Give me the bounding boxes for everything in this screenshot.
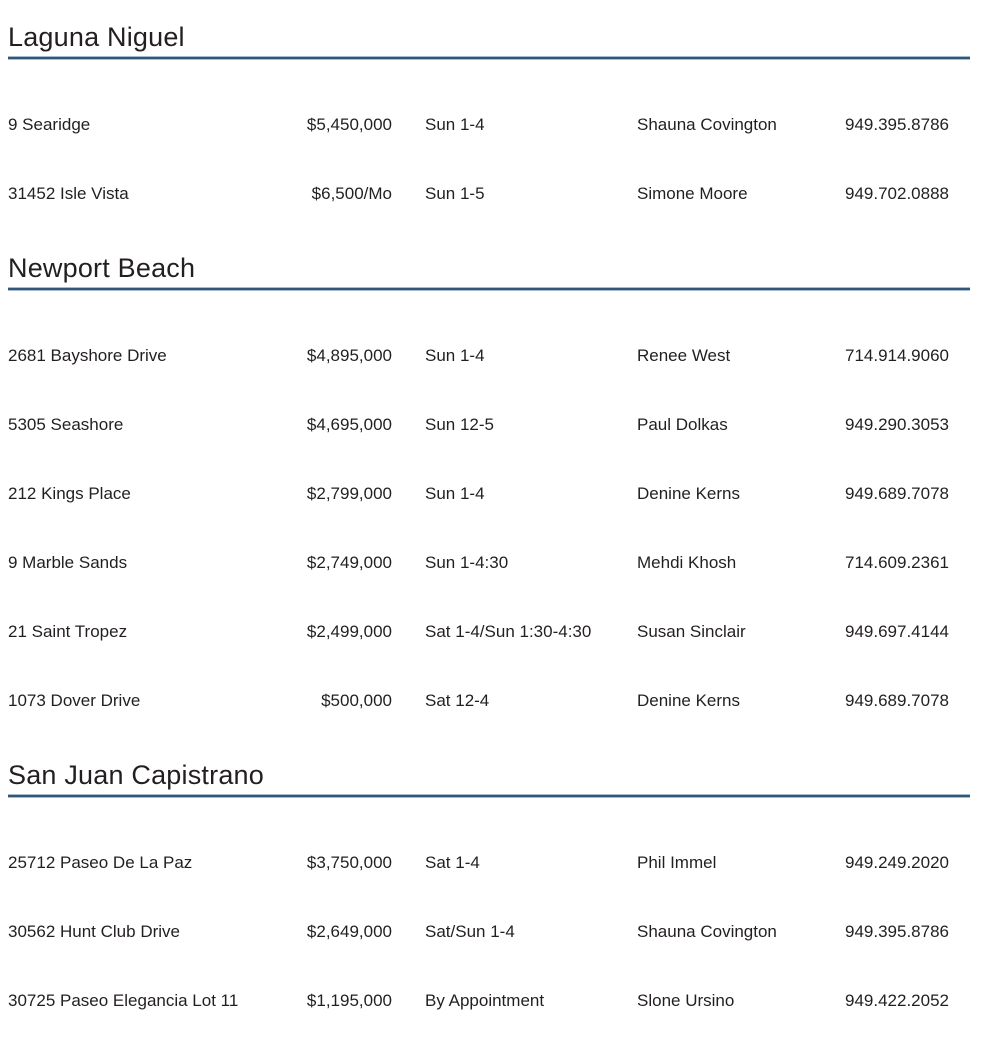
listing-row [8,483,970,552]
listing-address: 30725 Paseo Elegancia Lot 11 [8,991,239,1010]
listing-agent: Denine Kerns [637,691,741,710]
listing-agent: Phil Immel [637,853,717,872]
listing-rows [8,798,970,1059]
listing-time: Sun 1-5 [425,184,485,203]
listing-phone: 949.697.4144 [845,622,949,641]
listing-time: Sun 1-4 [425,484,485,503]
listing-row [8,114,970,183]
listing-phone: 949.689.7078 [845,484,949,503]
listing-price: $2,749,000 [306,553,392,572]
listing-phone: 949.702.0888 [845,184,949,203]
listing-address: 25712 Paseo De La Paz [8,853,193,872]
listing-phone: 949.395.8786 [845,115,949,134]
listing-time: Sun 12-5 [425,415,494,434]
listing-agent: Paul Dolkas [637,415,728,434]
listing-time: Sun 1-4 [425,346,485,365]
city-section [8,759,970,1059]
listing-time: Sun 1-4:30 [425,553,509,572]
listing-time: Sat 12-4 [425,691,490,710]
listing-phone: 949.395.8786 [845,922,949,941]
listing-time: Sat 1-4/Sun 1:30-4:30 [425,622,592,641]
listing-address: 5305 Seashore [8,415,124,434]
listing-price: $4,895,000 [306,346,392,365]
listing-phone: 949.290.3053 [845,415,949,434]
listing-row [8,690,970,759]
listing-price: $500,000 [321,691,392,710]
listing-price: $2,649,000 [306,922,392,941]
listing-phone: 714.609.2361 [845,553,949,572]
listing-row [8,990,970,1059]
listing-price: $6,500/Mo [311,184,392,203]
listing-price: $4,695,000 [306,415,392,434]
listing-time: Sun 1-4 [425,115,485,134]
listing-price: $3,750,000 [306,853,392,872]
city-name: San Juan Capistrano [8,760,264,790]
listing-price: $5,450,000 [306,115,392,134]
listing-agent: Mehdi Khosh [637,553,737,572]
city-heading [8,759,970,791]
listing-agent: Shauna Covington [637,115,777,134]
listing-time: Sat 1-4 [425,853,480,872]
city-heading [8,252,970,284]
listing-row [8,414,970,483]
listing-row [8,183,970,252]
listing-row [8,621,970,690]
listing-time: By Appointment [425,991,545,1010]
listing-row [8,852,970,921]
listing-time: Sat/Sun 1-4 [425,922,515,941]
listing-agent: Susan Sinclair [637,622,746,641]
city-heading [8,21,970,53]
listing-rows [8,60,970,252]
listing-agent: Simone Moore [637,184,748,203]
listing-address: 2681 Bayshore Drive [8,346,167,365]
listing-phone: 949.249.2020 [845,853,949,872]
city-name: Newport Beach [8,253,196,283]
listing-phone: 949.422.2052 [845,991,949,1010]
listing-price: $2,499,000 [306,622,392,641]
listing-agent: Renee West [637,346,731,365]
city-section [8,21,970,252]
listing-address: 30562 Hunt Club Drive [8,922,180,941]
listing-agent: Shauna Covington [637,922,777,941]
listing-agent: Denine Kerns [637,484,741,503]
listing-address: 31452 Isle Vista [8,184,129,203]
listing-address: 21 Saint Tropez [8,622,128,641]
listing-address: 9 Marble Sands [8,553,128,572]
listing-row [8,552,970,621]
listing-address: 1073 Dover Drive [8,691,141,710]
listing-address: 212 Kings Place [8,484,131,503]
listing-price: $1,195,000 [306,991,392,1010]
listing-phone: 949.689.7078 [845,691,949,710]
listing-rows [8,291,970,759]
listing-price: $2,799,000 [306,484,392,503]
listing-row [8,345,970,414]
city-name: Laguna Niguel [8,22,185,52]
city-section [8,252,970,759]
listing-row [8,921,970,990]
listing-phone: 714.914.9060 [845,346,949,365]
listing-address: 9 Searidge [8,115,91,134]
listing-agent: Slone Ursino [637,991,735,1010]
